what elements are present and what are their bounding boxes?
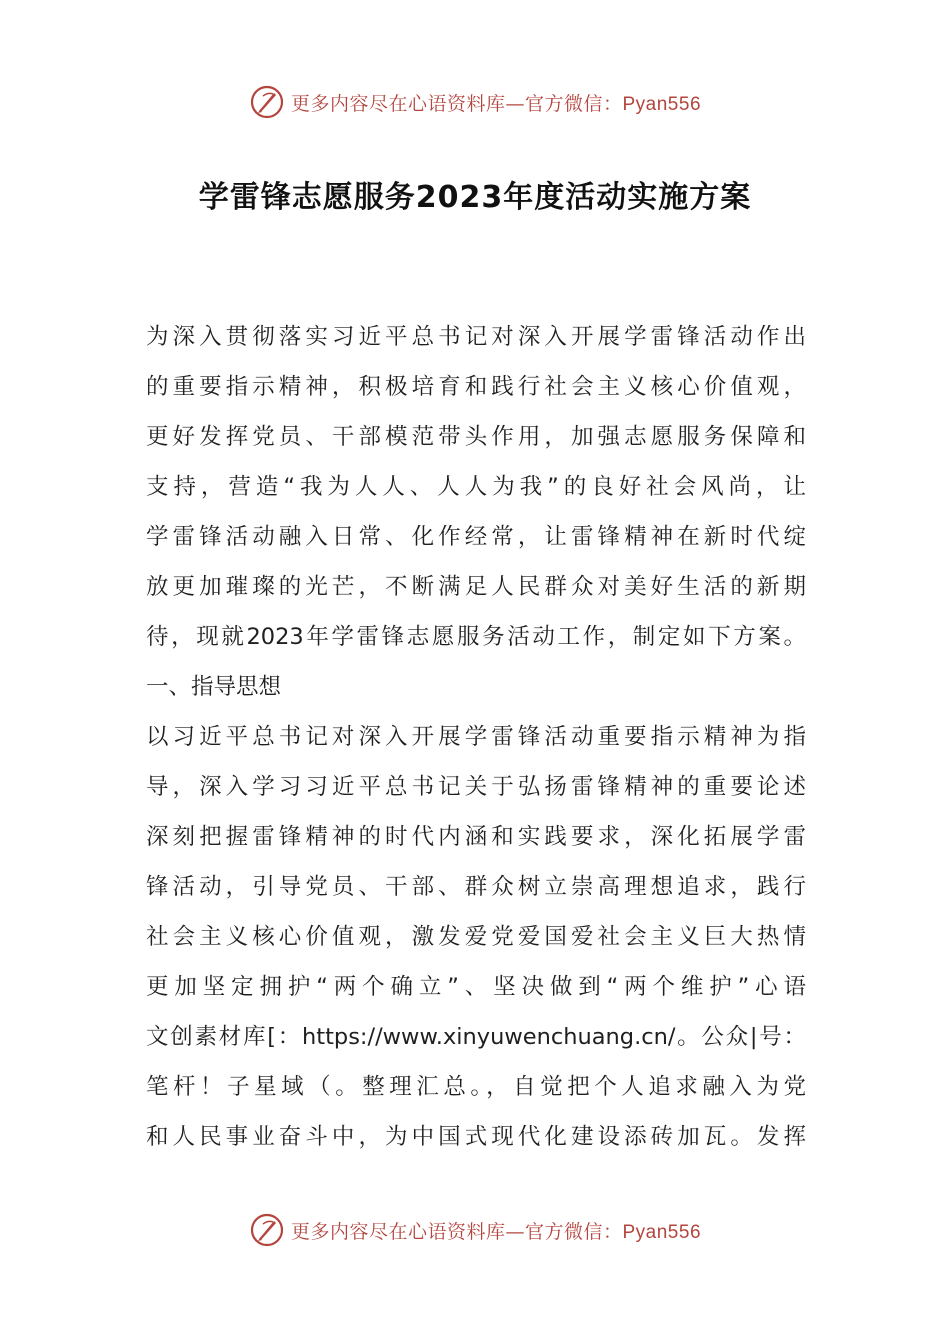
header-watermark (0, 82, 950, 122)
paragraph-line: 的重要指示精神，积极培育和践行社会主义核心价值观， (146, 374, 806, 400)
document-body (146, 312, 806, 1162)
wechat-id: Pyan556 (622, 93, 702, 115)
paragraph-line: 和人民事业奋斗中，为中国式现代化建设添砖加瓦。发挥 (146, 1124, 806, 1150)
paragraph-line: 更好发挥党员、干部模范带头作用，加强志愿服务保障和 (146, 424, 806, 450)
paragraph-line: 锋活动，引导党员、干部、群众树立崇高理想追求，践行 (146, 874, 806, 900)
paragraph-line: 以习近平总书记对深入开展学雷锋活动重要指示精神为指 (146, 724, 806, 750)
watermark-text: 更多内容尽在心语资料库—官方微信：Pyan556 (290, 92, 702, 115)
paragraph-line: 深刻把握雷锋精神的时代内涵和实践要求，深化拓展学雷 (146, 824, 806, 850)
paragraph-line-with-link: 文创素材库[：https://www.xinyuwenchuang.cn/。公众|号： (146, 1024, 806, 1050)
paragraph-line: 为深入贯彻落实习近平总书记对深入开展学雷锋活动作出 (146, 324, 806, 350)
wechat-id: Pyan556 (622, 1221, 702, 1243)
document-title: 学雷锋志愿服务2023年度活动实施方案 (198, 180, 752, 215)
paragraph-line: 导，深入学习习近平总书记关于弘扬雷锋精神的重要论述 (146, 774, 806, 800)
paragraph-line: 支持，营造“我为人人、人人为我”的良好社会风尚，让 (146, 474, 806, 500)
paragraph-line: 学雷锋活动融入日常、化作经常，让雷锋精神在新时代绽 (146, 524, 806, 550)
paragraph-line: 社会主义核心价值观，激发爱党爱国爱社会主义巨大热情 (146, 924, 806, 950)
quill-pen-logo-icon (249, 84, 285, 120)
paragraph-line: 笔杆！子星域（。整理汇总。，自觉把个人追求融入为党 (146, 1074, 806, 1100)
paragraph-line: 待，现就2023年学雷锋志愿服务活动工作，制定如下方案。 (146, 624, 806, 650)
watermark-text: 更多内容尽在心语资料库—官方微信：Pyan556 (290, 1220, 702, 1243)
quill-pen-logo-icon (249, 1212, 285, 1248)
paragraph-line: 更加坚定拥护“两个确立”、坚决做到“两个维护”心语 (146, 974, 806, 1000)
footer-watermark (0, 1210, 950, 1250)
section-heading: 一、指导思想 (146, 674, 282, 700)
paragraph-line: 放更加璀璨的光芒，不断满足人民群众对美好生活的新期 (146, 574, 806, 600)
